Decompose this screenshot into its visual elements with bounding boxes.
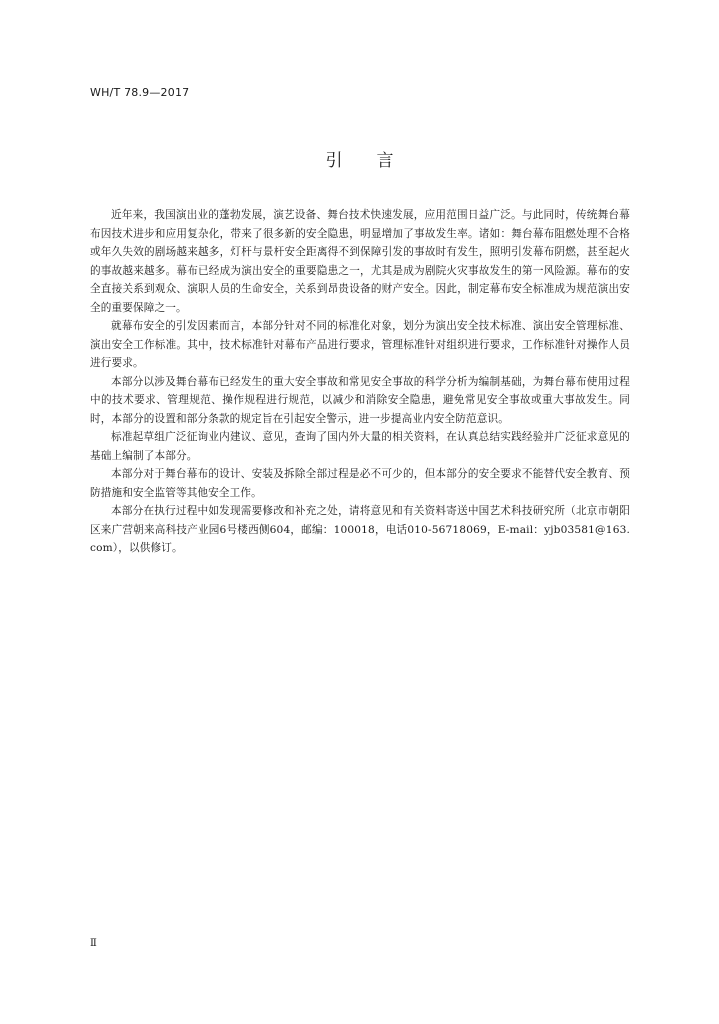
document-code: WH/T 78.9—2017	[90, 86, 190, 99]
page-number: Ⅱ	[90, 938, 97, 949]
paragraph-4: 标准起草组广泛征询业内建议、意见，查询了国内外大量的相关资料，在认真总结实践经验并广泛征求意见的基础上编制了本部分。	[90, 431, 630, 462]
paragraph-6: 本部分在执行过程中如发现需要修改和补充之处，请将意见和有关资料寄送中国艺术科技研究所（北京市朝阳区来广营朝来高科技产业园6号楼西侧604，邮编：100018，电话010-56718069，E-mail：yjb03581@163.com），以供修订。	[90, 505, 630, 554]
paragraph-2: 就幕布安全的引发因素而言，本部分针对不同的标准化对象，划分为演出安全技术标准、演出安全管理标准、演出安全工作标准。其中，技术标准针对幕布产品进行要求，管理标准针对组织进行要求，工作标准针对操作人员进行要求。	[90, 320, 630, 369]
paragraph-1: 近年来，我国演出业的蓬勃发展，演艺设备、舞台技术快速发展，应用范围日益广泛。与此同时，传统舞台幕布因技术进步和应用复杂化，带来了很多新的安全隐患，明显增加了事故发生率。诸如：舞台幕布阻燃处理不合格或年久失效的剧场越来越多，灯杆与景杆安全距离得不到保障引发的事故时有发生，照明引发幕布阴燃，甚至起火的事故越来越多。幕布已经成为演出安全的重要隐患之一，尤其是成为剧院火灾事故发生的第一风险源。幕布的安全直接关系到观众、演职人员的生命安全，关系到昂贵设备的财产安全。因此，制定幕布安全标准成为规范演出安全的重要保障之一。	[90, 209, 630, 314]
paragraph-3: 本部分以涉及舞台幕布已经发生的重大安全事故和常见安全事故的科学分析为编制基础，为舞台幕布使用过程中的技术要求、管理规范、操作规程进行规范，以减少和消除安全隐患，避免常见安全事故或重大事故发生。同时，本部分的设置和部分条款的规定旨在引起安全警示，进一步提高业内安全防范意识。	[90, 375, 630, 425]
body-text	[90, 206, 630, 558]
paragraph-5: 本部分对于舞台幕布的设计、安装及拆除全部过程是必不可少的，但本部分的安全要求不能替代安全教育、预防措施和安全监管等其他安全工作。	[90, 468, 630, 499]
page-title: 引言	[325, 151, 428, 171]
